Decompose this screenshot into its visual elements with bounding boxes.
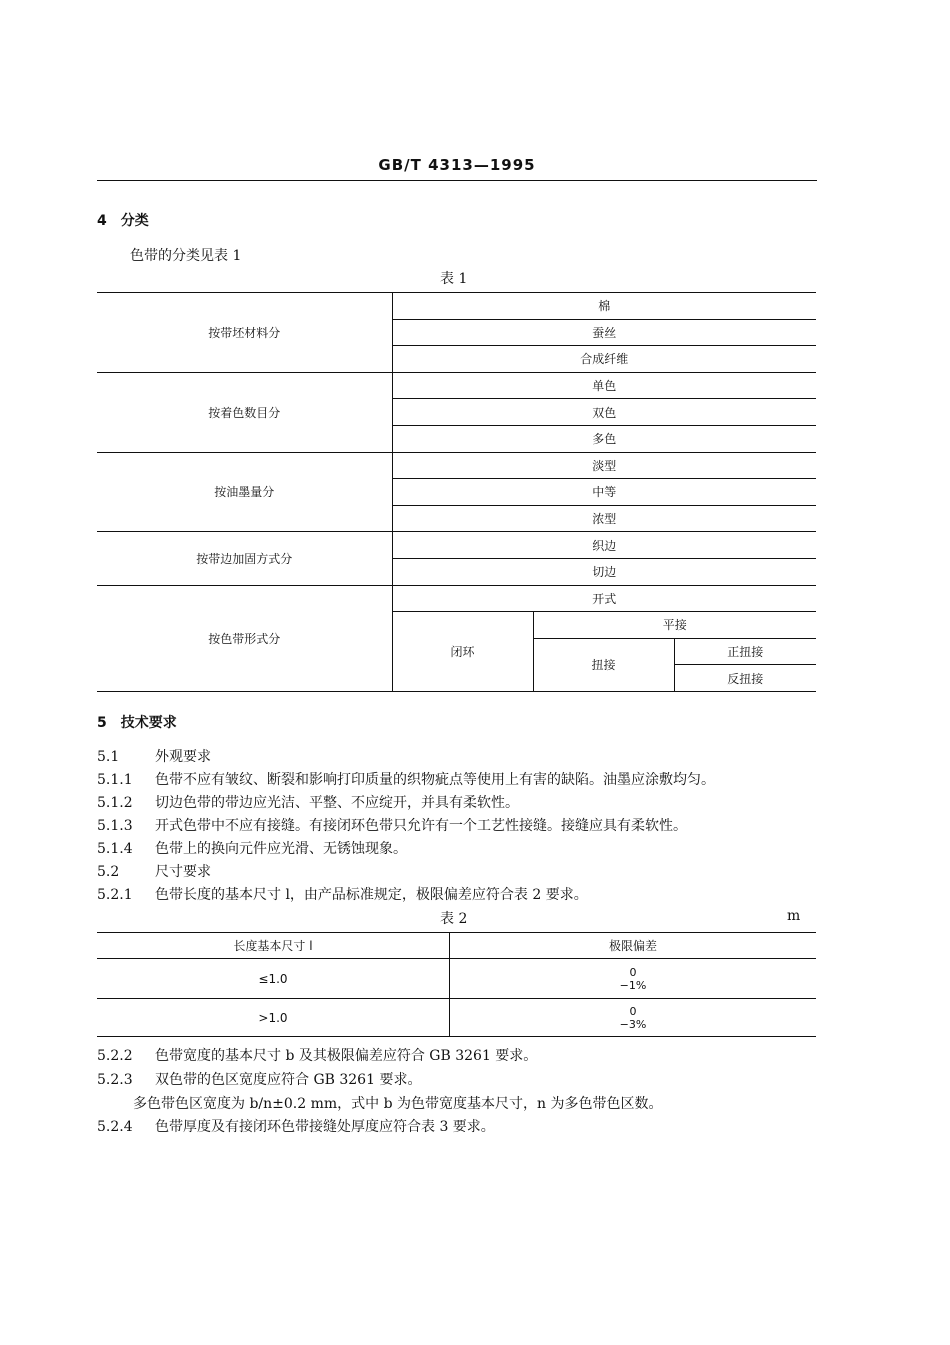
header-length: 长度基本尺寸 l	[97, 933, 450, 959]
class-label-ink: 按油墨量分	[97, 452, 392, 532]
header-tolerance: 极限偏差	[450, 933, 817, 959]
clause-text: 双色带的色区宽度应符合 GB 3261 要求。	[155, 1072, 422, 1088]
class-item: 浓型	[392, 505, 816, 532]
clause-text: 色带长度的基本尺寸 l，由产品标准规定，极限偏差应符合表 2 要求。	[155, 887, 588, 903]
class-item: 单色	[392, 372, 816, 399]
clause-text: 开式色带中不应有接缝。有接闭环色带只允许有一个工艺性接缝。接缝应具有柔软性。	[155, 818, 687, 834]
table-2-caption: 表 2	[440, 911, 468, 927]
class-item: 棉	[392, 293, 816, 320]
class-item: 织边	[392, 532, 816, 559]
clause-5-1-4	[97, 838, 407, 858]
clause-number: 5.1.3	[97, 818, 133, 834]
clause-number: 5.1.1	[97, 772, 133, 788]
class-item: 双色	[392, 399, 816, 426]
clause-number: 5.2.4	[97, 1119, 133, 1135]
class-label-form: 按色带形式分	[97, 585, 392, 691]
section-4-heading: 4 分类	[97, 213, 149, 229]
section-4-intro: 色带的分类见表 1	[130, 248, 242, 264]
clause-text: 色带上的换向元件应光滑、无锈蚀现象。	[155, 841, 407, 857]
tolerance-lower: −3%	[619, 1017, 647, 1031]
class-label-edge: 按带边加固方式分	[97, 532, 392, 585]
class-item: 合成纤维	[392, 346, 816, 373]
tolerance-cell	[450, 999, 817, 1037]
clause-5-1-1	[97, 769, 715, 789]
table-1-classification	[97, 292, 816, 692]
tolerance-cell	[450, 959, 817, 999]
table-2-unit: m	[787, 908, 801, 924]
clause-number: 5.2.3	[97, 1072, 133, 1088]
clause-number: 5.1	[97, 749, 120, 765]
tolerance-upper: 0	[629, 1004, 637, 1018]
clause-5-2-4	[97, 1116, 495, 1136]
tolerance-lower: −1%	[619, 978, 647, 992]
class-item: 蚕丝	[392, 319, 816, 346]
table-2-length-tolerance	[97, 932, 816, 1037]
clause-5-2-3-continued	[133, 1093, 662, 1113]
clause-text: 切边色带的带边应光洁、平整、不应绽开，并具有柔软性。	[155, 795, 519, 811]
clause-5-2-3	[97, 1069, 421, 1089]
clause-number: 5.1.4	[97, 841, 133, 857]
class-item-twist-positive: 正扭接	[674, 638, 816, 665]
clause-5-1-2	[97, 792, 519, 812]
length-cell: ≤1.0	[97, 959, 450, 999]
class-item: 多色	[392, 425, 816, 452]
clause-5-2-2	[97, 1045, 537, 1065]
table-row	[97, 959, 816, 999]
clause-5-1	[97, 746, 211, 766]
class-label-colors: 按着色数目分	[97, 372, 392, 452]
class-item: 淡型	[392, 452, 816, 479]
class-item-closed: 闭环	[392, 612, 533, 692]
table-1-caption: 表 1	[440, 271, 468, 287]
clause-text: 尺寸要求	[155, 864, 211, 880]
class-item-flat: 平接	[533, 612, 816, 639]
class-item: 中等	[392, 479, 816, 506]
clause-5-2-1	[97, 884, 588, 904]
section-5-heading: 5 技术要求	[97, 715, 177, 731]
clause-5-1-3	[97, 815, 687, 835]
clause-text: 色带宽度的基本尺寸 b 及其极限偏差应符合 GB 3261 要求。	[155, 1048, 538, 1064]
clause-5-2	[97, 861, 211, 881]
table-row	[97, 999, 816, 1037]
clause-text: 多色带色区宽度为 b/n±0.2 mm，式中 b 为色带宽度基本尺寸，n 为多色带色区数。	[133, 1096, 663, 1112]
class-label-material: 按带坯材料分	[97, 293, 392, 373]
clause-text: 色带不应有皱纹、断裂和影响打印质量的织物疵点等使用上有害的缺陷。油墨应涂敷均匀。	[155, 772, 715, 788]
header-rule	[97, 180, 817, 181]
clause-number: 5.2	[97, 864, 120, 880]
clause-number: 5.1.2	[97, 795, 133, 811]
standard-number-header: GB/T 4313—1995	[378, 156, 536, 174]
class-item-open: 开式	[392, 585, 816, 612]
length-cell: >1.0	[97, 999, 450, 1037]
clause-text: 色带厚度及有接闭环色带接缝处厚度应符合表 3 要求。	[155, 1119, 495, 1135]
tolerance-upper: 0	[629, 965, 637, 979]
clause-number: 5.2.2	[97, 1048, 133, 1064]
clause-text: 外观要求	[155, 749, 211, 765]
class-item-twist-negative: 反扭接	[674, 665, 816, 692]
class-item-twist: 扭接	[533, 638, 674, 691]
class-item: 切边	[392, 558, 816, 585]
clause-number: 5.2.1	[97, 887, 133, 903]
